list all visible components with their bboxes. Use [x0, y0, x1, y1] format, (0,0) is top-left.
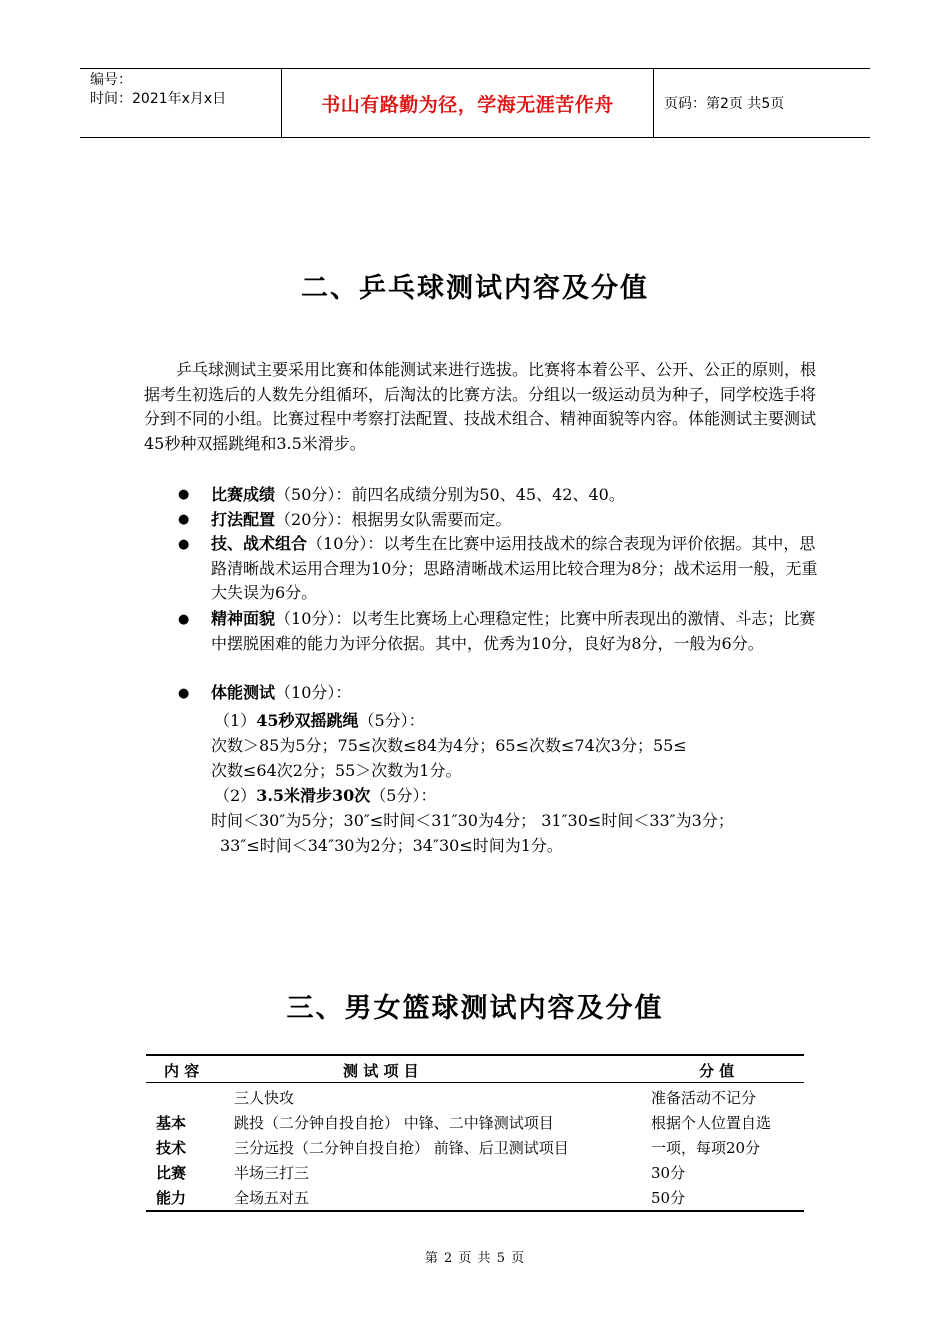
basketball-score-table [146, 1054, 804, 1212]
header-motto-cell [282, 69, 654, 137]
bullet-text: （20分）：根据男女队需要而定。 [275, 510, 512, 529]
header-page-number: 页码：第2页 共5页 [664, 96, 785, 112]
page-header [80, 68, 870, 138]
slide-step-prefix: （2） [214, 786, 257, 805]
bullet-icon: ● [178, 612, 190, 627]
bullet-item [211, 607, 821, 656]
header-motto: 书山有路勤为径，学海无涯苦作舟 [321, 93, 614, 116]
slide-step-criteria-1: 时间＜30″为5分；30″≤时间＜31″30为4分； 31″30≤时间＜33″为3分； [211, 811, 734, 830]
score-value: 50分 [651, 1189, 686, 1207]
bullet-icon: ● [178, 686, 190, 701]
section3-title: 三、男女篮球测试内容及分值 [286, 993, 664, 1024]
section2-title: 二、乒乓球测试内容及分值 [301, 273, 649, 304]
bullet-text: （10分）：以考生比赛场上心理稳定性；比赛中所表现出的激情、斗志；比赛中摆脱困难的能力为评分依据。其中，优秀为10分，良好为8分，一般为6分。 [211, 609, 816, 653]
bullet-icon: ● [178, 537, 190, 552]
slide-step-heading [214, 783, 436, 806]
test-item: 三人快攻 [234, 1089, 295, 1107]
section2-intro: 乒乓球测试主要采用比赛和体能测试来进行选拔。比赛将本着公平、公开、公正的原则，根据考生初选后的人数先分组循环，后淘汰的比赛方法。分组以一级运动员为种子，同学校选手将分到不同的小组。比赛过程中考察打法配置、技战术组合、精神面貌等内容。体能测试主要测试45秒种双摇跳绳和3.5米滑步。 [144, 360, 817, 453]
row-label: 基本 [156, 1114, 187, 1132]
row-label: 比赛 [156, 1164, 187, 1182]
test-item: 三分远投（二分钟自投自抢） 前锋、后卫测试项目 [234, 1139, 569, 1157]
table-header-content: 内 容 [164, 1062, 200, 1080]
jump-rope-heading [214, 708, 425, 731]
bullet-item [211, 483, 821, 508]
table-header-items: 测 试 项 目 [343, 1062, 419, 1080]
bullet-item [211, 532, 821, 606]
bullet-text: （10分）： [275, 683, 352, 702]
doc-date-label: 时间：2021年x月x日 [90, 91, 227, 107]
score-value: 一项，每项20分 [651, 1139, 761, 1157]
bullet-text: （10分）：以考生在比赛中运用技战术的综合表现为评价依据。其中，思路清晰战术运用合理为10分；思路清晰战术运用比较合理为8分；战术运用一般，无重大失误为6分。 [211, 534, 818, 602]
table-header-score: 分 值 [699, 1062, 735, 1080]
jump-rope-title: 45秒双摇跳绳 [256, 711, 359, 730]
jump-rope-prefix: （1） [214, 711, 257, 730]
bullet-icon: ● [178, 512, 190, 527]
bullet-item [211, 681, 821, 706]
test-item: 跳投（二分钟自投自抢） 中锋、二中锋测试项目 [234, 1114, 554, 1132]
test-item: 全场五对五 [234, 1189, 310, 1207]
header-meta [80, 69, 282, 137]
score-value: 准备活动不记分 [651, 1089, 757, 1107]
score-value: 根据个人位置自选 [651, 1114, 772, 1132]
doc-number-label: 编号： [90, 72, 132, 88]
bullet-term: 技、战术组合 [211, 534, 308, 553]
slide-step-title: 3.5米滑步30次 [256, 786, 371, 805]
row-label: 能力 [156, 1189, 187, 1207]
test-item: 半场三打三 [234, 1164, 310, 1182]
bullet-term: 体能测试 [211, 683, 276, 702]
bullet-term: 精神面貌 [211, 609, 276, 628]
slide-step-suffix: （5分）： [370, 786, 437, 805]
jump-rope-criteria-1: 次数＞85为5分；75≤次数≤84为4分；65≤次数≤74次3分；55≤ [211, 736, 687, 755]
jump-rope-criteria-2: 次数≤64次2分；55＞次数为1分。 [211, 761, 462, 780]
bullet-term: 比赛成绩 [211, 485, 276, 504]
slide-step-criteria-2: 33″≤时间＜34″30为2分；34″30≤时间为1分。 [220, 836, 563, 855]
score-value: 30分 [651, 1164, 686, 1182]
bullet-icon: ● [178, 487, 190, 502]
table-header-divider [146, 1082, 804, 1083]
bullet-text: （50分）：前四名成绩分别为50、45、42、40。 [275, 485, 625, 504]
jump-rope-suffix: （5分）： [358, 711, 425, 730]
bullet-term: 打法配置 [211, 510, 276, 529]
page-footer: 第 2 页 共 5 页 [424, 1251, 526, 1266]
row-label: 技术 [156, 1139, 187, 1157]
bullet-item [211, 508, 821, 533]
